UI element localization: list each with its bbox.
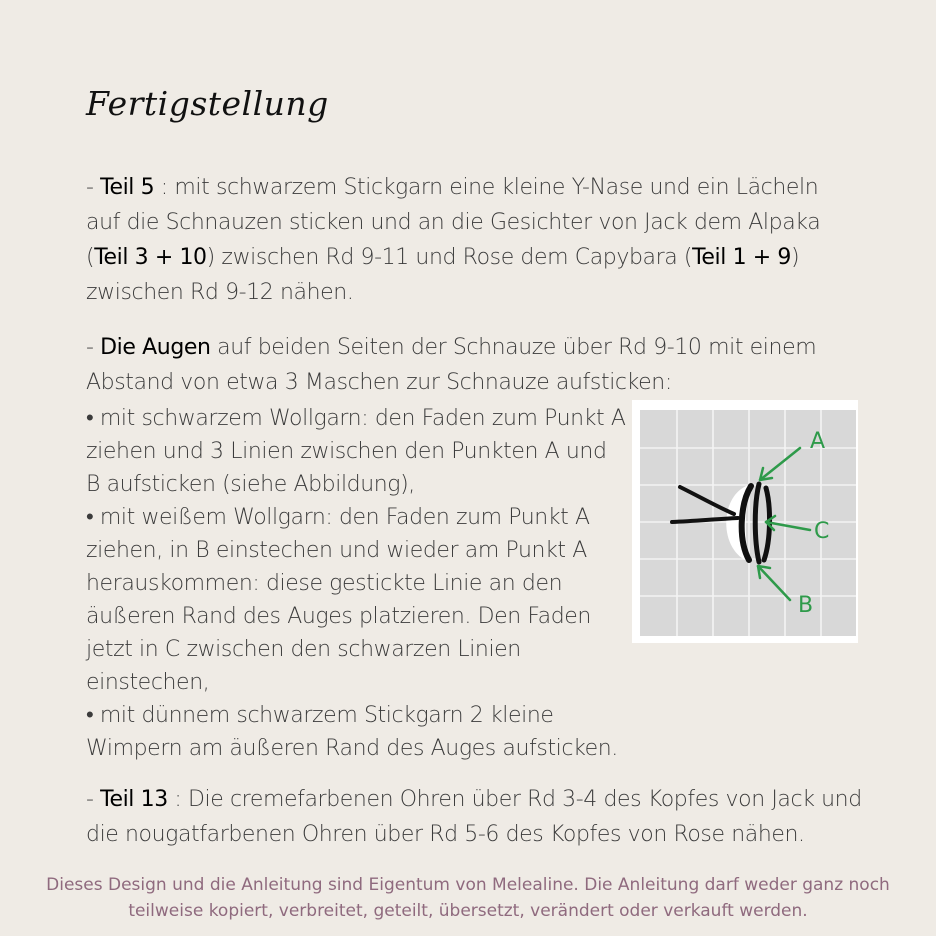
text: auf beiden Seiten der Schnauze über Rd 9-10 mit einem Abstand von etwa 3 Maschen zur Schnauze aufsticken: [86,335,817,395]
list-item: • mit dünnem schwarzem Stickgarn 2 kleine Wimpern am äußeren Rand des Auges aufsticken. [86,703,618,761]
part-label-jack: Teil 3 + 10 [94,245,207,270]
eye-diagram [632,400,858,643]
dash: - [86,335,101,360]
section-augen [86,330,846,400]
eye-diagram-svg [632,400,858,643]
list-item: • mit schwarzem Wollgarn: den Faden zum Punkt A ziehen und 3 Linien zwischen den Punkten A und B aufsticken (siehe Abbildung), [86,406,626,497]
dash: - [86,175,101,200]
text: : mit schwarzem Stickgarn eine kleine Y-Nase und ein Lächeln auf die Schnauzen sticken und an die Gesichter von Jack dem Alpaka ( [86,175,821,270]
copyright-line: Dieses Design und die Anleitung sind Eigentum von Melealine. Die Anleitung darf weder ganz noch [46,875,890,895]
text: ) zwischen Rd 9-11 und Rose dem Capybara ( [206,245,693,270]
part-label: Teil 13 [100,787,168,812]
text: : Die cremefarbenen Ohren über Rd 3-4 des Kopfes von Jack und die nougatfarbenen Ohren über Rd 5-6 des Kopfes von Rose nähen. [86,787,862,847]
label-a: A [810,429,826,454]
eyes-label: Die Augen [100,335,211,360]
copyright-notice [40,872,896,924]
label-b: B [798,593,814,618]
section-teil-5 [86,170,846,310]
part-label: Teil 5 [100,175,155,200]
list-item: • mit weißem Wollgarn: den Faden zum Punkt A ziehen, in B einstechen und wieder am Punkt A herauskommen: diese gestickte Linie an den äußeren Rand des Auges platzieren. Den Faden jetzt in C zwischen den schwarzen Linien einstechen, [86,505,591,695]
part-label-rose: Teil 1 + 9 [692,245,791,270]
text: ) zwischen Rd 9-12 nähen. [86,245,800,305]
page-title: Fertigstellung [86,84,329,123]
dash: - [86,787,101,812]
label-c: C [814,519,830,544]
section-teil-13 [86,782,866,852]
eye-instructions-list [86,402,626,765]
copyright-line: teilweise kopiert, verbreitet, geteilt, übersetzt, verändert oder verkauft werden. [128,901,808,921]
